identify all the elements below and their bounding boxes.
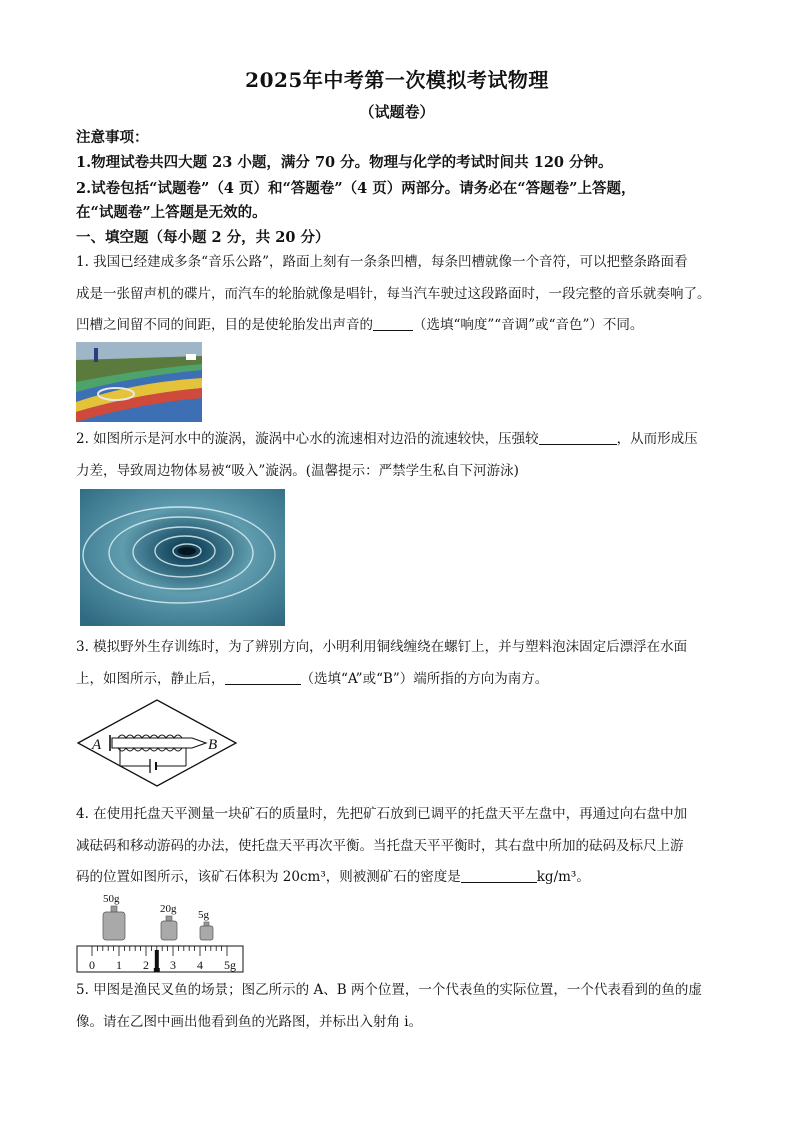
question-2-line-2: 力差，导致周边物体易被“吸入”漩涡。(温馨提示：严禁学生私自下河游泳)	[76, 462, 519, 479]
notice-heading: 注意事项：	[76, 129, 149, 146]
answer-blank	[373, 316, 413, 331]
answer-blank	[225, 670, 301, 685]
ruler-tick-label: 5g	[224, 958, 236, 972]
question-4	[76, 799, 726, 894]
music-road-photo	[76, 342, 202, 422]
section-heading: 一、填空题（每小题 2 分，共 20 分）	[76, 229, 330, 246]
ruler-tick-label: 4	[197, 958, 203, 972]
answer-blank	[461, 868, 537, 883]
ruler-tick-label: 1	[116, 958, 122, 972]
weight-label-5g: 5g	[198, 909, 209, 921]
answer-blank	[539, 430, 617, 445]
label-a: A	[92, 737, 102, 753]
label-b: B	[208, 737, 218, 753]
question-3	[76, 632, 726, 695]
question-1-line-3: 凹槽之间留不同的间距，目的是使轮胎发出声音的 （选填“响度”“音调”或“音色”）不同。	[76, 317, 644, 333]
question-5-line-1: 5. 甲图是渔民叉鱼的场景；图乙所示的 A、B 两个位置，一个代表鱼的实际位置，一个代表看到的鱼的虚	[76, 982, 702, 998]
ruler-tick-label: 3	[170, 958, 176, 972]
question-2	[76, 424, 726, 487]
weight-label-50g: 50g	[103, 893, 120, 905]
rider-marker	[155, 950, 159, 968]
question-2-line-1: 2. 如图所示是河水中的漩涡，漩涡中心水的流速相对边沿的流速较快，压强较 ，从而形成压	[76, 431, 698, 447]
question-3-line-2: 上，如图所示，静止后， （选填“A”或“B”）端所指的方向为南方。	[76, 670, 549, 687]
notice-item-2-line-2: 在“试题卷”上答题是无效的。	[76, 204, 267, 221]
rider-base	[154, 968, 160, 972]
page-title: 2025年中考第一次模拟考试物理	[245, 68, 549, 92]
notice-item-2-line-1: 2.试卷包括“试题卷”（4 页）和“答题卷”（4 页）两部分。请务必在“答题卷”上答题，	[76, 180, 636, 197]
compass-screw-diagram	[74, 696, 240, 790]
question-4-line-2: 减砝码和移动游码的办法，使托盘天平再次平衡。当托盘天平平衡时，其右盘中所加的砝码及标尺上游	[76, 837, 684, 854]
question-3-line-1: 3. 模拟野外生存训练时，为了辨别方向，小明利用铜线缠绕在螺钉上，并与塑料泡沫固定后漂浮在水面	[76, 639, 688, 655]
question-1	[76, 247, 726, 342]
balance-weights-diagram	[74, 890, 246, 974]
question-4-line-3: 码的位置如图所示，该矿石体积为 20cm³，则被测矿石的密度是 kg/m³。	[76, 869, 590, 885]
question-5-line-2: 像。请在乙图中画出他看到鱼的光路图，并标出入射角 i。	[76, 1013, 423, 1030]
ruler-tick-label: 0	[89, 958, 95, 972]
notice-item-1: 1.物理试卷共四大题 23 小题，满分 70 分。物理与化学的考试时间共 120 分钟。	[76, 154, 613, 171]
ruler-tick-label: 2	[143, 958, 149, 972]
question-1-line-1: 1. 我国已经建成多条“音乐公路”，路面上刻有一条条凹槽，每条凹槽就像一个音符，可以把整条路面看	[76, 254, 688, 270]
whirlpool-photo	[80, 489, 285, 626]
question-5	[76, 975, 726, 1038]
question-4-line-1: 4. 在使用托盘天平测量一块矿石的质量时，先把矿石放到已调平的托盘天平左盘中，再通过向右盘中加	[76, 806, 688, 822]
question-1-line-2: 成是一张留声机的碟片，而汽车的轮胎就像是唱针，每当汽车驶过这段路面时，一段完整的音乐就奏响了。	[76, 285, 711, 302]
weight-label-20g: 20g	[160, 903, 177, 915]
page-subtitle: （试题卷）	[359, 103, 435, 121]
